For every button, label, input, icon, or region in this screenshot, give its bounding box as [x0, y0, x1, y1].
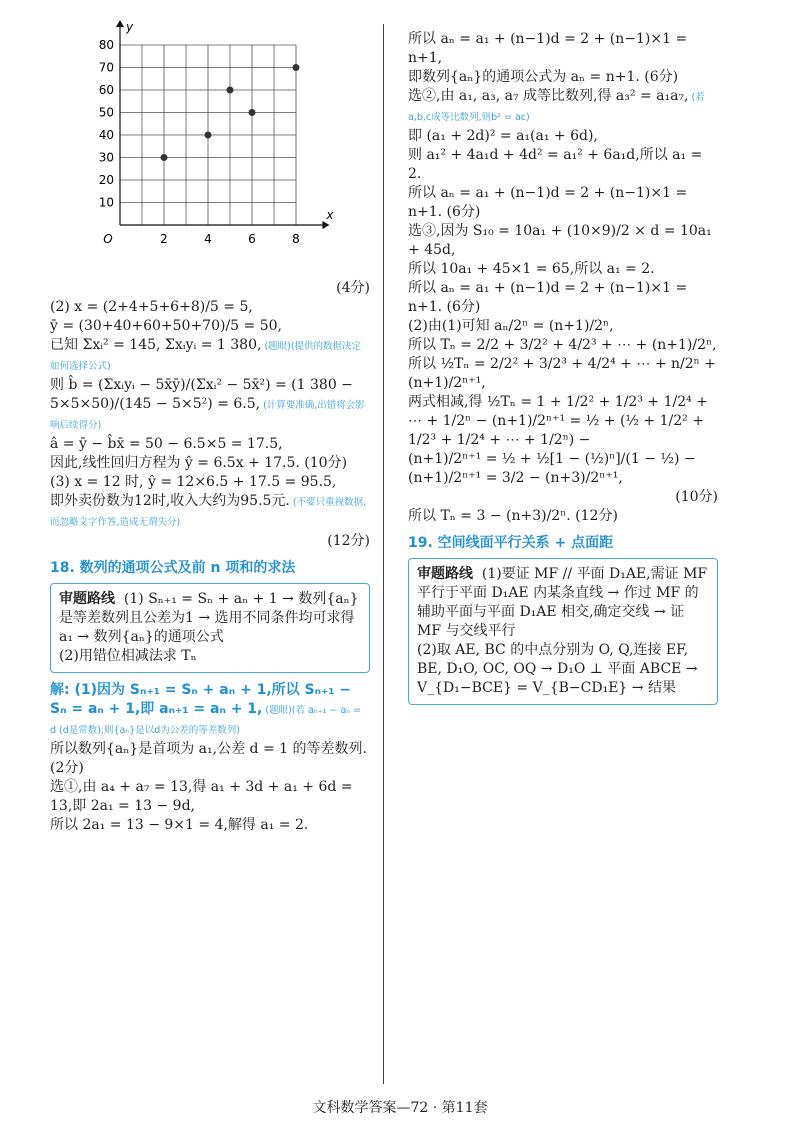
data-point — [205, 132, 212, 139]
route-heading: 审题路线 — [417, 566, 473, 582]
math-text: 选③,因为 S₁₀ = 10a₁ + (10×9)/2 × d = 10a₁ + 45d, — [408, 223, 717, 258]
annotation-note: (题眼)(若 aₙ₊₁ − aₙ = d (d是常数),则{aₙ}是以d为公差的等差数列) — [50, 705, 365, 736]
right-line — [408, 317, 718, 336]
right-line — [408, 87, 718, 127]
route-step-2: (2)用错位相减法求 Tₙ — [59, 648, 197, 664]
data-point — [293, 64, 300, 71]
right-line — [408, 222, 718, 260]
math-text: 所以 Tₙ = 2/2 + 3/2² + 4/2³ + ⋯ + (n+1)/2ⁿ, — [408, 337, 717, 353]
left-line — [50, 279, 370, 298]
y-tick-label: 10 — [98, 195, 114, 210]
right-solution — [408, 30, 721, 526]
annotation-note: (题眼)(提供的数据决定如何选择公式) — [50, 341, 362, 372]
y-tick-label: 30 — [98, 150, 114, 165]
right-line — [408, 30, 718, 68]
math-text: 因此,线性回归方程为 ŷ = 6.5x + 17.5. (10分) — [50, 455, 348, 471]
route-step-2: (2)取 AE, BC 的中点分别为 O, Q,连接 EF, BE, D₁O, OC, OQ → D₁O ⊥ 平面 ABCE → V_{D₁−BCE} = V_{B−CD₁E} → 结果 — [417, 642, 703, 696]
section-19-route-box — [408, 558, 718, 705]
y-tick-label: 20 — [98, 173, 114, 187]
left-line — [50, 532, 370, 551]
math-text: 所以 10a₁ + 45×1 = 65,所以 a₁ = 2. — [408, 261, 655, 277]
sol18-line — [50, 740, 370, 778]
y-tick-label: 60 — [98, 83, 114, 97]
section-18-title: 18. 数列的通项公式及前 n 项和的求法 — [50, 560, 296, 576]
sol18-line — [50, 681, 370, 740]
y-tick-label: 70 — [98, 60, 114, 75]
right-line — [408, 127, 718, 146]
right-column — [408, 30, 721, 713]
math-text: 则 a₁² + 4a₁d + 4d² = a₁² + 6a₁d,所以 a₁ = 2. — [408, 147, 707, 182]
math-text: (n+1)/2ⁿ⁺¹ = ½ + ½[1 − (½)ⁿ]/(1 − ½) − (n+1)/2ⁿ⁺¹ = 3/2 − (n+3)/2ⁿ⁺¹, — [408, 451, 701, 486]
math-text: 即数列{aₙ}的通项公式为 aₙ = n+1. (6分) — [408, 69, 679, 85]
math-text: 所以 aₙ = a₁ + (n−1)d = 2 + (n−1)×1 = n+1. (6分) — [408, 280, 692, 315]
y-tick-label: 40 — [98, 128, 114, 142]
right-line — [408, 393, 718, 450]
right-line — [408, 146, 718, 184]
math-text: 选②,由 a₁, a₃, a₇ 成等比数列,得 a₃² = a₁a₇, — [408, 88, 689, 104]
math-text: (3) x = 12 时, ŷ = 12×6.5 + 17.5 = 95.5, — [50, 474, 337, 490]
math-text: â = ȳ − b̂x̄ = 50 − 6.5×5 = 17.5, — [50, 436, 283, 452]
x-tick-label: 8 — [292, 232, 300, 246]
page-footer: 文科数学答案—72 · 第11套 — [312, 1100, 488, 1116]
math-text: 所以 Tₙ = 3 − (n+3)/2ⁿ. (12分) — [408, 508, 618, 524]
sol18-line — [50, 778, 370, 816]
annotation-note: (不要只重视数据,而忽略文字作答,造成无谓失分) — [50, 497, 367, 528]
data-point — [249, 109, 256, 116]
origin-label: O — [103, 232, 113, 246]
math-text: 即 (a₁ + 2d)² = a₁(a₁ + 6d), — [408, 128, 598, 144]
left-line — [50, 298, 370, 317]
section-19-title: 19. 空间线面平行关系 + 点面距 — [408, 535, 614, 551]
route-step-1: (1) Sₙ₊₁ = Sₙ + aₙ + 1 → 数列{aₙ}是等差数列且公差为1 → 选用不同条件均可求得 a₁ → 数列{aₙ}的通项公式 — [59, 591, 359, 645]
left-line — [50, 492, 370, 532]
x-axis-label: x — [326, 208, 334, 222]
right-line — [408, 68, 718, 87]
section-18-solution — [50, 681, 370, 835]
left-line — [50, 317, 370, 336]
x-axis-arrow — [322, 221, 329, 229]
column-divider — [383, 24, 384, 1084]
math-text: 已知 Σxᵢ² = 145, Σxᵢyᵢ = 1 380, — [50, 337, 262, 353]
math-text: 则 b̂ = (Σxᵢyᵢ − 5x̄ȳ)/(Σxᵢ² − 5x̄²) = (1 380 − 5×5×50)/(145 − 5×5²) = 6.5, — [50, 377, 358, 412]
left-line — [50, 336, 370, 376]
route-step-1: (1)要证 MF // 平面 D₁AE,需证 MF 平行于平面 D₁AE 内某条直线 → 作过 MF 的辅助平面与平面 D₁AE 相交,确定交线 → 证 MF 与交线平行 — [417, 566, 712, 639]
math-text: 所以 aₙ = a₁ + (n−1)d = 2 + (n−1)×1 = n+1. (6分) — [408, 185, 692, 220]
left-solution — [50, 279, 370, 551]
math-text: 所以 2a₁ = 13 − 9×1 = 4,解得 a₁ = 2. — [50, 817, 309, 833]
math-text: (10分) — [675, 489, 718, 505]
math-text: 两式相减,得 ½Tₙ = 1 + 1/2² + 1/2³ + 1/2⁴ + ⋯ + 1/2ⁿ − (n+1)/2ⁿ⁺¹ = ½ + (½ + 1/2² + 1/2³ + 1/2⁴ + ⋯ + 1/2ⁿ) − — [408, 394, 713, 448]
x-tick-label: 4 — [204, 232, 212, 246]
route-heading: 审题路线 — [59, 591, 115, 607]
math-text: (12分) — [327, 533, 370, 549]
left-line — [50, 473, 370, 492]
right-line — [408, 260, 718, 279]
right-line — [408, 488, 718, 507]
math-text: 即外卖份数为12时,收入大约为95.5元. — [50, 493, 290, 509]
right-line — [408, 450, 718, 488]
right-line — [408, 184, 718, 222]
right-line — [408, 279, 718, 317]
left-line — [50, 435, 370, 454]
math-text: (2)由(1)可知 aₙ/2ⁿ = (n+1)/2ⁿ, — [408, 318, 614, 334]
math-text: 所以 aₙ = a₁ + (n−1)d = 2 + (n−1)×1 = n+1, — [408, 31, 692, 66]
math-text: 选①,由 a₄ + a₇ = 13,得 a₁ + 3d + a₁ + 6d = 13,即 2a₁ = 13 − 9d, — [50, 779, 357, 814]
sol18-line — [50, 816, 370, 835]
math-text: (2) x = (2+4+5+6+8)/5 = 5, — [50, 299, 253, 315]
data-point — [227, 87, 234, 94]
annotation-note: (计算要准确,出错将会影响后续得分) — [50, 400, 365, 431]
y-tick-label: 80 — [98, 38, 114, 52]
section-18-route-box — [50, 583, 370, 673]
math-text: 解: (1)因为 Sₙ₊₁ = Sₙ + aₙ + 1,所以 Sₙ₊₁ − Sₙ = aₙ + 1,即 aₙ₊₁ = aₙ + 1, — [50, 682, 356, 717]
left-line — [50, 376, 370, 435]
x-tick-label: 2 — [160, 232, 168, 246]
y-axis-arrow — [116, 20, 124, 27]
y-tick-label: 50 — [98, 105, 114, 120]
math-text: ȳ = (30+40+60+50+70)/5 = 50, — [50, 318, 282, 334]
math-text: (4分) — [336, 280, 370, 296]
right-line — [408, 507, 718, 526]
annotation-note: (若a,b,c成等比数列,则b² = ac) — [408, 92, 705, 123]
left-line — [50, 454, 370, 473]
math-text: 所以数列{aₙ}是首项为 a₁,公差 d = 1 的等差数列. (2分) — [50, 741, 372, 776]
left-column — [50, 20, 372, 835]
y-axis-label: y — [126, 20, 134, 34]
math-text: 所以 ½Tₙ = 2/2² + 3/2³ + 4/2⁴ + ⋯ + n/2ⁿ + (n+1)/2ⁿ⁺¹, — [408, 356, 721, 391]
scatter-chart — [50, 20, 350, 275]
right-line — [408, 336, 718, 355]
right-line — [408, 355, 721, 393]
data-point — [161, 154, 168, 161]
x-tick-label: 6 — [248, 232, 256, 246]
